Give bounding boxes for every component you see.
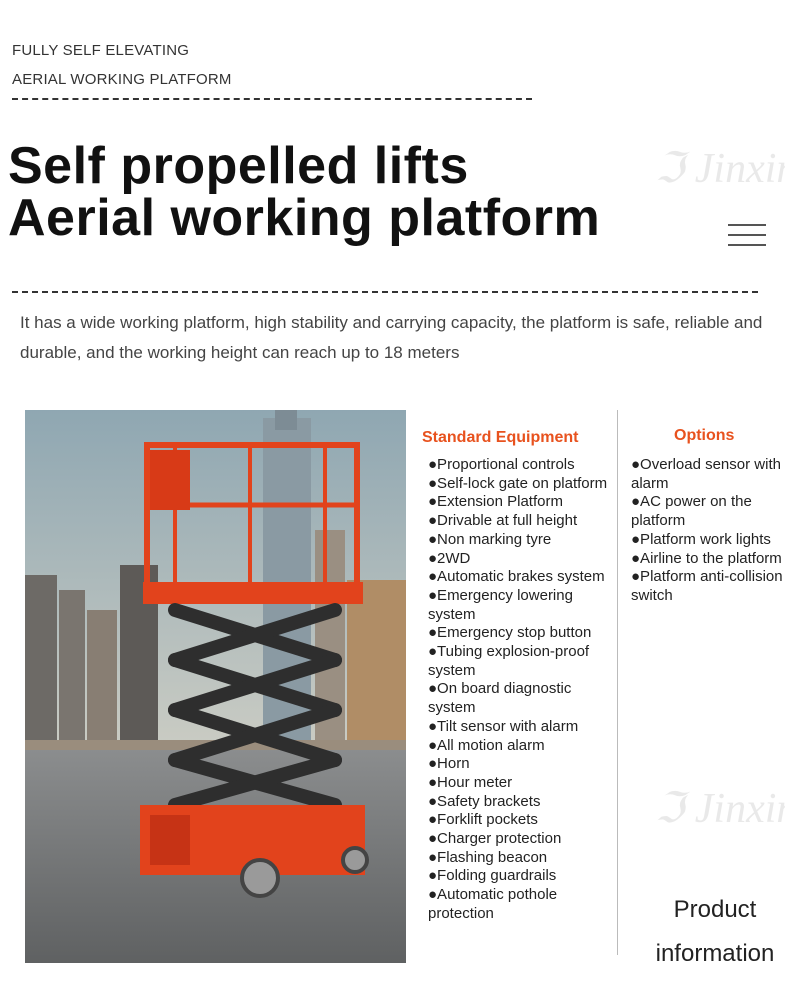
standard-list — [428, 456, 618, 924]
watermark-logo — [655, 140, 785, 205]
list-item: ●2WD — [428, 549, 471, 567]
list-item: ●Drivable at full height — [428, 512, 578, 530]
list-item: ●Flashing beacon — [428, 848, 548, 866]
list-item: ●Non marking tyre — [428, 530, 552, 548]
watermark-logo — [655, 780, 785, 845]
list-item: ●Hour meter — [428, 773, 513, 791]
svg-text:ℑ Jinxin: ℑ Jinxin — [655, 786, 785, 832]
intro-text: It has a wide working platform, high stability and carrying capacity, the platform is safe, reliable and durable, and the working height can reach up to 18 meters — [20, 313, 763, 362]
list-item: ●Emergency stop button — [428, 624, 592, 642]
title-line-1: Self propelled lifts — [8, 137, 469, 195]
list-item: ●Proportional controls — [428, 456, 575, 473]
options-title: Options — [674, 427, 735, 444]
list-item: ●Forklift pockets — [428, 811, 538, 829]
list-item: ●Safety brackets — [428, 792, 541, 810]
product-photo — [25, 410, 406, 963]
title-line-2: Aerial working platform — [8, 189, 601, 247]
menu-icon[interactable] — [728, 222, 766, 248]
list-item: ●Platform work lights — [631, 530, 771, 548]
product-info-line-1: Product — [673, 896, 757, 923]
list-item: ●Self-lock gate on platform — [428, 474, 608, 492]
list-item: ●Airline to the platform — [631, 549, 782, 567]
standard-title: Standard Equipment — [422, 429, 579, 446]
list-item: ●Folding guardrails — [428, 867, 557, 885]
list-item: ●Emergency lowering system — [428, 586, 573, 623]
list-item: ●Extension Platform — [428, 493, 563, 511]
column-divider — [617, 410, 618, 955]
header-line-1: FULLY SELF ELEVATING — [12, 42, 190, 59]
list-item: ●Horn — [428, 755, 470, 773]
list-item: ●Charger protection — [428, 830, 562, 848]
header-line-2: AERIAL WORKING PLATFORM — [12, 71, 232, 88]
list-item: ●On board diagnostic system — [428, 680, 572, 717]
product-information-label — [645, 888, 785, 976]
list-item: ●Overload sensor with alarm — [631, 456, 781, 492]
product-info-line-2: information — [655, 940, 775, 967]
list-item: ●Tilt sensor with alarm — [428, 717, 579, 735]
list-item: ●Tubing explosion-proof system — [428, 643, 590, 679]
options-list — [631, 456, 791, 606]
list-item: ●All motion alarm — [428, 736, 545, 754]
header-divider — [12, 98, 532, 100]
list-item: ●Automatic pothole protection — [428, 886, 558, 922]
title-divider — [12, 291, 758, 293]
svg-text:ℑ Jinxin: ℑ Jinxin — [655, 146, 785, 192]
list-item: ●Automatic brakes system — [428, 568, 605, 586]
list-item: ●Platform anti-collision switch — [631, 568, 783, 604]
list-item: ●AC power on the platform — [631, 493, 752, 530]
